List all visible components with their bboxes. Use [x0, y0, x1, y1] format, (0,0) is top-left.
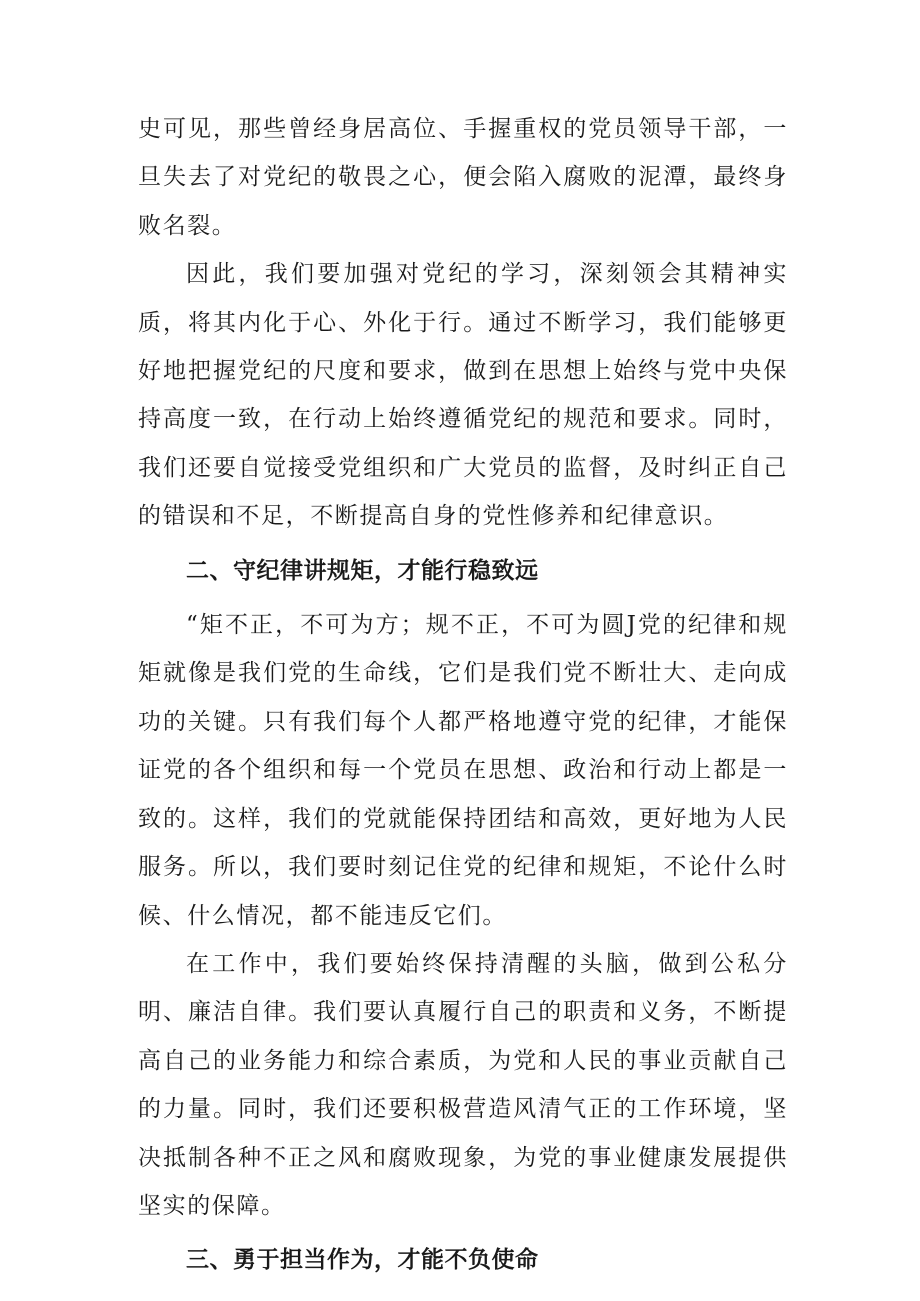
- paragraph-discipline-history: 史可见，那些曾经身居高位、手握重权的党员领导干部，一旦失去了对党纪的敬畏之心，便会陷入腐败的泥潭，最终身败名裂。: [138, 116, 788, 239]
- section-heading-three: 三、勇于担当作为，才能不负使命: [186, 1247, 539, 1274]
- paragraph-work-integrity: 在工作中，我们要始终保持清醒的头脑，做到公私分明、廉洁自律。我们要认真履行自己的职责和义务，不断提高自己的业务能力和综合素质，为党和人民的事业贡献自己的力量。同时，我们还要积极营造风清气正的工作环境，坚决抵制各种不正之风和腐败现象，为党的事业健康发展提供坚实的保障。: [138, 950, 788, 1219]
- document-body: [138, 105, 788, 1285]
- paragraph-study-discipline: 因此，我们要加强对党纪的学习，深刻领会其精神实质，将其内化于心、外化于行。通过不断学习，我们能够更好地把握党纪的尺度和要求，做到在思想上始终与党中央保持高度一致，在行动上始终遵循党纪的规范和要求。同时，我们还要自觉接受党组织和广大党员的监督，及时纠正自己的错误和不足，不断提高自身的党性修养和纪律意识。: [138, 261, 788, 530]
- section-heading-two: 二、守纪律讲规矩，才能行稳致远: [186, 557, 539, 584]
- paragraph-rules-lifeline: “矩不正，不可为方；规不正，不可为圆J党的纪律和规矩就像是我们党的生命线，它们是我们党不断壮大、走向成功的关键。只有我们每个人都严格地遵守党的纪律，才能保证党的各个组织和每一个党员在思想、政治和行动上都是一致的。这样，我们的党就能保持团结和高效，更好地为人民服务。所以，我们要时刻记住党的纪律和规矩，不论什么时候、什么情况，都不能违反它们。: [138, 612, 788, 929]
